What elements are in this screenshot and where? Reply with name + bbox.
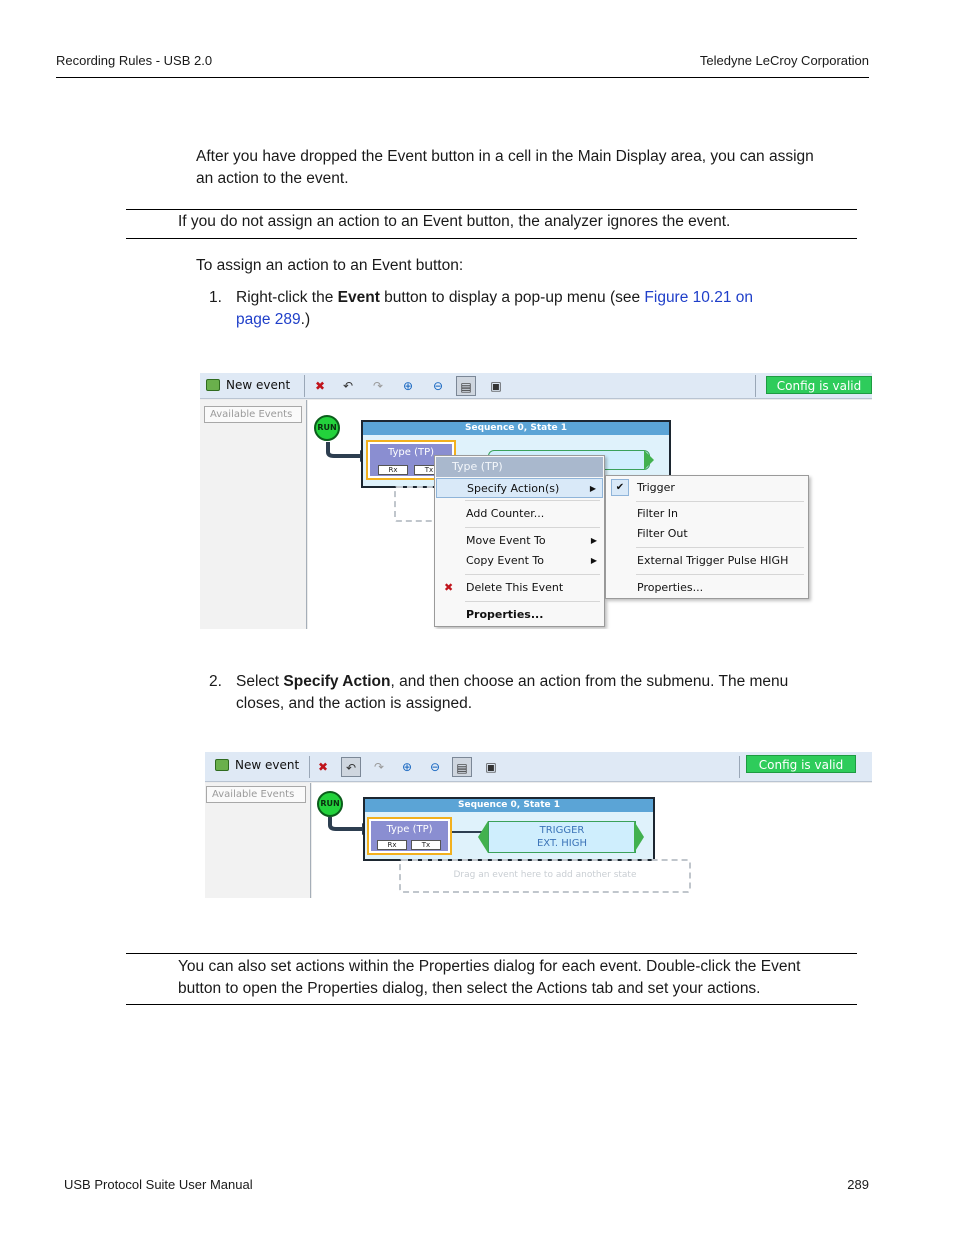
event-button[interactable]	[367, 817, 452, 855]
step-1-text	[236, 287, 753, 331]
menu-item-label: Copy Event To	[466, 554, 544, 567]
figure-context-menu-screenshot	[200, 373, 872, 629]
step-2-line-2: closes, and the action is assigned.	[236, 695, 473, 712]
menu-item-specify-actions[interactable]	[436, 478, 603, 498]
run-indicator: RUN	[314, 415, 340, 441]
run-indicator: RUN	[317, 791, 343, 817]
context-menu	[434, 455, 605, 627]
context-menu-header: Type (TP)	[436, 457, 603, 477]
intro-line-1: After you have dropped the Event button in a cell in the Main Display area, you can assign	[196, 148, 814, 165]
step-1-post: .)	[300, 311, 311, 328]
intro-paragraph	[196, 146, 814, 190]
layout-icon[interactable]: ▤	[456, 376, 476, 396]
zoom-out-icon[interactable]: ⊖	[429, 760, 441, 774]
step-number: 1.	[209, 289, 222, 306]
event-button-body	[371, 821, 448, 851]
drop-target[interactable]: Drag an event here to add another state	[399, 859, 691, 893]
redo-icon[interactable]: ↷	[373, 760, 385, 774]
header-company: Teledyne LeCroy Corporation	[699, 53, 869, 68]
submenu-item-external-trigger[interactable]: External Trigger Pulse HIGH	[637, 554, 789, 567]
chevron-right-icon	[634, 821, 646, 853]
note-text	[178, 956, 800, 1000]
config-status-badge: Config is valid	[766, 376, 872, 394]
menu-item-add-counter[interactable]: Add Counter...	[466, 507, 545, 520]
page-header	[56, 52, 869, 78]
submenu-arrow-icon: ▶	[590, 536, 597, 545]
submenu-item-trigger[interactable]	[607, 478, 807, 498]
step-1-mid: button to display a pop-up menu (see	[379, 289, 645, 306]
menu-separator	[636, 501, 804, 502]
properties-icon[interactable]: ▣	[485, 760, 497, 774]
figure-link[interactable]: Figure 10.21 on	[644, 289, 753, 306]
note-rule-top	[126, 209, 857, 210]
zoom-out-icon[interactable]: ⊖	[432, 379, 444, 393]
menu-item-delete-event[interactable]	[436, 578, 603, 598]
event-title: Type (TP)	[387, 447, 435, 458]
submenu-arrow-icon: ▶	[590, 556, 597, 565]
event-title: Type (TP)	[386, 824, 433, 835]
tx-label: Tx	[411, 840, 441, 850]
menu-separator	[465, 527, 600, 528]
delete-icon[interactable]: ✖	[317, 760, 329, 774]
step-2-post: , and then choose an action from the submenu. The menu	[390, 673, 789, 690]
menu-item-properties[interactable]: Properties...	[466, 608, 544, 621]
action-submenu	[605, 475, 809, 599]
menu-separator	[636, 574, 804, 575]
note-rule-top	[126, 953, 857, 954]
delete-icon[interactable]: ✖	[314, 379, 326, 393]
tx-label: Tx	[414, 465, 444, 475]
submenu-item-label: Trigger	[637, 481, 675, 494]
new-event-label: New event	[226, 378, 291, 392]
chevron-right-icon	[644, 450, 656, 470]
step-1-bold: Event	[337, 289, 380, 306]
note-text: If you do not assign an action to an Event button, the analyzer ignores the event.	[178, 213, 731, 230]
step-2-bold: Specify Action	[283, 673, 391, 690]
note-line-2: button to open the Properties dialog, then select the Actions tab and set your actions.	[178, 980, 761, 997]
toolbar-separator	[739, 756, 740, 778]
available-events-panel	[205, 783, 311, 898]
properties-icon[interactable]: ▣	[490, 379, 502, 393]
toolbar-separator	[304, 375, 305, 397]
toolbar	[205, 752, 872, 782]
toolbar-separator	[309, 756, 310, 778]
toolbar	[200, 373, 872, 399]
new-event-icon	[215, 759, 229, 771]
submenu-item-filter-in[interactable]: Filter In	[637, 507, 678, 520]
menu-item-copy-event[interactable]	[436, 551, 603, 571]
menu-separator	[465, 574, 600, 575]
zoom-in-icon[interactable]: ⊕	[401, 760, 413, 774]
menu-item-label: Move Event To	[466, 534, 546, 547]
available-events-panel	[200, 400, 307, 629]
page-link[interactable]: page 289	[236, 311, 301, 328]
rx-label: Rx	[377, 840, 407, 850]
sequence-title: Sequence 0, State 1	[365, 799, 653, 812]
note-rule-bottom	[126, 238, 857, 239]
action-line-2: EXT. HIGH	[536, 838, 587, 849]
undo-icon[interactable]: ↶	[341, 757, 361, 777]
submenu-item-properties[interactable]: Properties...	[637, 581, 704, 594]
new-event-button[interactable]	[215, 758, 299, 772]
new-event-label: New event	[235, 758, 300, 772]
menu-item-label: Delete This Event	[466, 581, 564, 594]
available-events-header: Available Events	[204, 406, 302, 423]
note-line-1: You can also set actions within the Properties dialog for each event. Double-click the Event	[178, 958, 801, 975]
layout-icon[interactable]: ▤	[452, 757, 472, 777]
footer-manual-title: USB Protocol Suite User Manual	[64, 1177, 253, 1192]
note-rule-bottom	[126, 1004, 857, 1005]
step-number: 2.	[209, 673, 222, 690]
menu-item-move-event[interactable]	[436, 531, 603, 551]
submenu-item-filter-out[interactable]: Filter Out	[637, 527, 688, 540]
menu-item-label: Specify Action(s)	[467, 482, 560, 495]
intro-line-2: an action to the event.	[196, 170, 349, 187]
page-number: 289	[847, 1177, 869, 1192]
submenu-arrow-icon: ▶	[589, 484, 596, 493]
menu-separator	[465, 601, 600, 602]
assigned-action-slot[interactable]	[488, 821, 636, 853]
figure-assigned-action-screenshot	[205, 752, 872, 898]
redo-icon[interactable]: ↷	[372, 379, 384, 393]
delete-icon: ✖	[444, 581, 454, 594]
header-section-title: Recording Rules - USB 2.0	[56, 53, 213, 68]
rx-label: Rx	[378, 465, 408, 475]
zoom-in-icon[interactable]: ⊕	[402, 379, 414, 393]
available-events-header: Available Events	[206, 786, 306, 803]
menu-separator	[636, 547, 804, 548]
page-footer	[64, 1177, 869, 1192]
menu-separator	[465, 500, 600, 501]
step-2-pre: Select	[236, 673, 284, 690]
undo-icon[interactable]: ↶	[342, 379, 354, 393]
main-display-area	[312, 783, 872, 898]
sequence-title: Sequence 0, State 1	[363, 422, 669, 435]
new-event-icon	[206, 379, 220, 391]
check-icon: ✔	[611, 479, 629, 496]
step-1-pre: Right-click the	[236, 289, 338, 306]
step-2-text	[236, 671, 788, 715]
assign-intro: To assign an action to an Event button:	[196, 257, 464, 274]
config-status-badge: Config is valid	[746, 755, 856, 773]
action-line-1: TRIGGER	[539, 825, 585, 836]
new-event-button[interactable]	[206, 378, 290, 392]
toolbar-separator	[755, 375, 756, 397]
